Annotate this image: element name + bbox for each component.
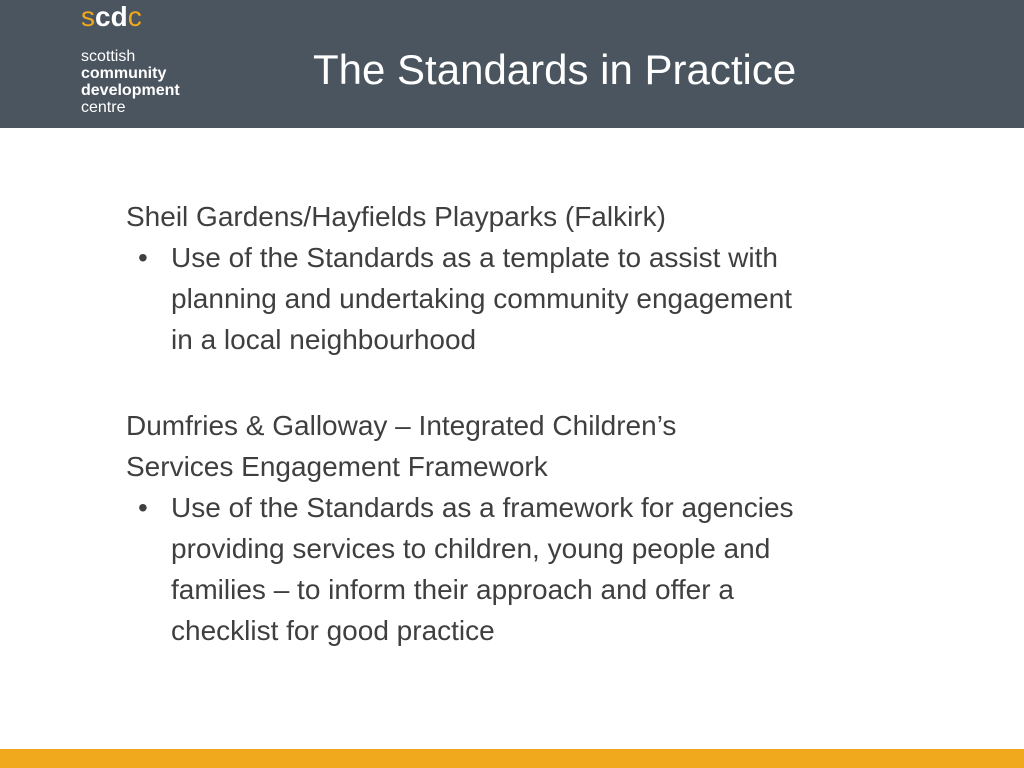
logo-line-development: development [81,82,180,99]
bullet-line: planning and undertaking community engagement [171,283,793,314]
bullet-item [126,237,946,360]
bullet-line: providing services to children, young people and [171,533,771,564]
logo-line-scottish: scottish [81,48,136,65]
bullet-icon: • [138,242,148,273]
section-heading [126,405,946,487]
bullet-line: Use of the Standards as a template to assist with [171,242,778,273]
section-heading-line: Sheil Gardens/Hayfields Playparks (Falkirk) [126,201,666,232]
bullet-icon: • [138,492,148,523]
logo-letter-s: s [81,1,95,32]
scdc-logo [81,0,142,34]
section-heading [126,196,946,237]
section-dumfries-galloway [126,405,946,651]
logo-wordmark [81,48,180,116]
logo-line-community: community [81,65,167,82]
slide-title: The Standards in Practice [313,46,797,93]
bullet-line: checklist for good practice [171,615,495,646]
bullet-list [126,487,946,651]
bullet-list [126,237,946,360]
section-spacer [126,360,946,405]
logo-line-centre: centre [81,99,126,116]
footer-accent-bar [0,749,1024,768]
section-heading-line: Services Engagement Framework [126,451,548,482]
section-heading-line: Dumfries & Galloway – Integrated Children’s [126,410,677,441]
logo-letter-c: c [95,1,111,32]
slide-header [0,0,1024,128]
bullet-line: in a local neighbourhood [171,324,477,355]
logo-letter-c2: c [127,1,142,32]
bullet-line: Use of the Standards as a framework for agencies [171,492,794,523]
bullet-item [126,487,946,651]
section-falkirk [126,196,946,360]
slide-body [126,196,946,651]
logo-letter-d: d [110,1,128,32]
bullet-line: families – to inform their approach and offer a [171,574,734,605]
